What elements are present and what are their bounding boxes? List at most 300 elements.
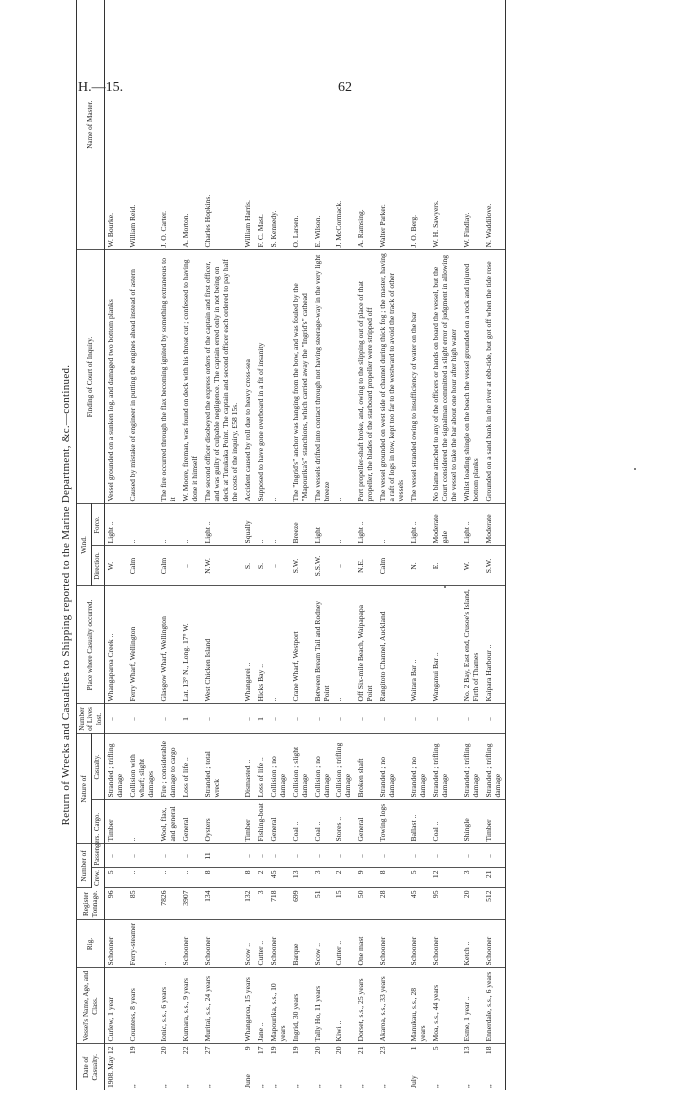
cell-date-month: ,,: [203, 1084, 213, 1088]
cell-dir: ..: [268, 546, 290, 586]
table-row: [430, 0, 461, 1090]
cell-lives: ..: [377, 704, 408, 734]
cell-rig: Scow ..: [242, 920, 255, 968]
cell-tonnage: 699: [290, 888, 312, 920]
cell-dir: E.: [430, 546, 461, 586]
cell-tonnage: 51: [312, 888, 334, 920]
cell-place: West Chicken Island: [202, 586, 242, 704]
cell-force: ..: [333, 504, 355, 546]
cell-cargo: ..: [127, 800, 158, 844]
cell-cargo: Fishing-boat: [255, 800, 268, 844]
cell-date: [158, 1044, 180, 1090]
cell-lives: ..: [127, 704, 158, 734]
cell-master: W. Findlay.: [461, 0, 483, 250]
cell-force: ..: [255, 504, 268, 546]
cell-tonnage: 3907: [180, 888, 202, 920]
cell-date-day: 22: [181, 1046, 191, 1055]
cell-lives: ..: [202, 704, 242, 734]
cell-lives: ..: [408, 704, 430, 734]
cell-pass: ..: [180, 844, 202, 868]
cell-master: W. Bourke.: [105, 0, 127, 250]
cell-pass: ..: [255, 844, 268, 868]
table-row: [377, 0, 408, 1090]
cell-dir: Calm: [127, 546, 158, 586]
cell-cargo: General: [355, 800, 377, 844]
cell-crew: 8: [202, 868, 242, 888]
cell-dir: Calm: [377, 546, 408, 586]
col-date: Date of Casualty.: [77, 1044, 105, 1090]
cell-date-month: 1908.: [106, 1070, 116, 1088]
cell-finding: The vessel grounded on west side of channel during thick fog ; the master, having a raft of logs in tow, kept too far to the westward to avoid the track of other vessels: [377, 250, 408, 504]
cell-lives: ..: [105, 704, 127, 734]
cell-rig: Cutter ..: [333, 920, 355, 968]
col-lives-lost: Number of Lives lost.: [77, 704, 105, 734]
cell-master: S. Kennedy.: [268, 0, 290, 250]
cell-lives: ..: [333, 704, 355, 734]
cell-pass: ..: [312, 844, 334, 868]
cell-place: Between Bream Tail and Rodney Point: [312, 586, 334, 704]
table-row: [255, 0, 268, 1090]
cell-pass: ..: [355, 844, 377, 868]
cell-dir: N.: [408, 546, 430, 586]
cell-cargo: Towing logs: [377, 800, 408, 844]
cell-date: [268, 1044, 290, 1090]
cell-casualty: Collision ; slight damage: [290, 734, 312, 800]
cell-force: ..: [158, 504, 180, 546]
cell-rig: ..: [158, 920, 180, 968]
cell-casualty: Stranded ; trifling damage: [430, 734, 461, 800]
cell-finding: Whilst loading shingle on the beach the vessel grounded on a rock and injured bottom planks: [461, 250, 483, 504]
cell-finding: Supposed to have gone overboard in a fit of insanity: [255, 250, 268, 504]
cell-dir: N.E.: [355, 546, 377, 586]
cell-lives: ..: [461, 704, 483, 734]
cell-pass: ..: [268, 844, 290, 868]
cell-place: No. 2 Bay, East end, Crusoe's Island, Firth of Thames: [461, 586, 483, 704]
cell-crew: 9: [355, 868, 377, 888]
cell-tonnage: 3: [255, 888, 268, 920]
cell-rig: Schooner: [202, 920, 242, 968]
cell-crew: 3: [461, 868, 483, 888]
cell-rig: Schooner: [180, 920, 202, 968]
cell-crew: 5: [408, 868, 430, 888]
scan-speck: [634, 468, 636, 470]
table-row: [127, 0, 158, 1090]
cell-rig: Barque: [290, 920, 312, 968]
cell-master: J. McCormack.: [333, 0, 355, 250]
cell-tonnage: 85: [127, 888, 158, 920]
cell-date-month: ,,: [159, 1084, 169, 1088]
cell-dir: S.: [255, 546, 268, 586]
cell-vessel: Mapourika, s.s., 10 years: [268, 968, 290, 1044]
cell-date-day: 1: [409, 1046, 419, 1051]
table-row: [461, 0, 483, 1090]
table-row: [202, 0, 242, 1090]
cell-dir: S.S.W.: [312, 546, 334, 586]
cell-tonnage: 45: [408, 888, 430, 920]
table-row: [158, 0, 180, 1090]
cell-crew: 5: [105, 868, 127, 888]
cell-lives: ..: [355, 704, 377, 734]
col-nature-of: Nature of: [77, 734, 92, 844]
cell-dir: ..: [333, 546, 355, 586]
cell-finding: W. Moore, fireman, was found on deck with his throat cut ; confessed to having done it himself: [180, 250, 202, 504]
cell-pass: ..: [377, 844, 408, 868]
cell-force: Light ..: [408, 504, 430, 546]
cell-date: [180, 1044, 202, 1090]
cell-place: Kaipara Harbour ..: [483, 586, 505, 704]
cell-casualty: Collision ; trifling damage: [333, 734, 355, 800]
cell-casualty: Stranded ; no damage: [377, 734, 408, 800]
cell-finding: The vessel stranded owing to insufficiency of water on the bar: [408, 250, 430, 504]
cell-master: O. Larsen.: [290, 0, 312, 250]
cell-lives: ..: [158, 704, 180, 734]
cell-rig: Schooner: [430, 920, 461, 968]
cell-pass: ..: [430, 844, 461, 868]
col-finding: Finding of Court of Inquiry.: [77, 250, 105, 504]
cell-tonnage: 718: [268, 888, 290, 920]
cell-cargo: Coal ..: [290, 800, 312, 844]
cell-force: Squally: [242, 504, 255, 546]
cell-pass: ..: [333, 844, 355, 868]
cell-crew: ..: [180, 868, 202, 888]
cell-place: Whangaparoa Creek ..: [105, 586, 127, 704]
cell-date: [242, 1044, 255, 1090]
cell-date-month: ,,: [255, 1084, 265, 1088]
cell-finding: ..: [268, 250, 290, 504]
cell-date-day: 5: [431, 1046, 441, 1051]
cell-force: ..: [180, 504, 202, 546]
cell-dir: S.W.: [483, 546, 505, 586]
page-number: 62: [338, 80, 352, 95]
cell-finding: Caused by mistake of engineer in putting the engines ahead instead of astern: [127, 250, 158, 504]
table-row: [408, 0, 430, 1090]
table-row: [242, 0, 255, 1090]
cell-lives: ..: [312, 704, 334, 734]
table-row: [312, 0, 334, 1090]
cell-date-month: ,,: [334, 1084, 344, 1088]
cell-crew: 2: [333, 868, 355, 888]
cell-lives: ..: [290, 704, 312, 734]
cell-casualty: Loss of life ..: [180, 734, 202, 800]
cell-finding: The "Ingrid's" anchor was hanging from the bow, and was fouled by the "Mapourika's" stanchions, which carried away the "Ingrid's" cathead: [290, 250, 312, 504]
col-wind: Wind.: [77, 504, 92, 586]
cell-tonnage: 95: [430, 888, 461, 920]
cell-cargo: Stores ..: [333, 800, 355, 844]
cell-dir: N.W.: [202, 546, 242, 586]
cell-master: F. C. Mast.: [255, 0, 268, 250]
cell-cargo: Shingle: [461, 800, 483, 844]
cell-lives: ..: [483, 704, 505, 734]
cell-master: A. Ramsing.: [355, 0, 377, 250]
cell-cargo: Ballast ..: [408, 800, 430, 844]
col-force: Force.: [91, 504, 105, 546]
cell-date-month: ,,: [483, 1084, 493, 1088]
cell-vessel: Dorset, s.s., 25 years: [355, 968, 377, 1044]
cell-casualty: Collision with wharf; slight damages: [127, 734, 158, 800]
cell-place: Whangarei ..: [242, 586, 255, 704]
cell-date-month: ,,: [128, 1084, 138, 1088]
cell-casualty: Stranded ; total wreck: [202, 734, 242, 800]
cell-vessel: Moa, s.s., 44 years: [430, 968, 461, 1044]
cell-cargo: Coal ..: [430, 800, 461, 844]
cell-casualty: Collision ; no damage: [268, 734, 290, 800]
cell-tonnage: 512: [483, 888, 505, 920]
header-row-1: [77, 0, 92, 1090]
cell-date-day: 21: [356, 1046, 366, 1055]
page-header-code: H.—15.: [78, 80, 124, 95]
cell-master: A. Morton.: [180, 0, 202, 250]
cell-finding: The vessels drifted into contact through not having steerage-way in the very light breeze: [312, 250, 334, 504]
cell-date-month: ,,: [181, 1084, 191, 1088]
cell-rig: Schooner: [268, 920, 290, 968]
col-crew: Crew.: [91, 868, 105, 888]
cell-master: William Reid.: [127, 0, 158, 250]
cell-pass: ..: [105, 844, 127, 868]
cell-vessel: Tally Ho, 11 years: [312, 968, 334, 1044]
cell-finding: Vessel grounded on a sunken log, and damaged two bottom planks: [105, 250, 127, 504]
cell-rig: Scow ..: [312, 920, 334, 968]
cell-date-month: ,,: [312, 1084, 322, 1088]
cell-casualty: Loss of life ..: [255, 734, 268, 800]
cell-dir: S.: [242, 546, 255, 586]
cell-date-month: July: [409, 1075, 419, 1088]
cell-lives: ..: [268, 704, 290, 734]
cell-date-day: 19: [128, 1046, 138, 1055]
cell-date-day: 9: [242, 1046, 252, 1051]
cell-pass: ..: [242, 844, 255, 868]
cell-force: Light ..: [355, 504, 377, 546]
cell-vessel: Kiwi ..: [333, 968, 355, 1044]
cell-pass: ..: [483, 844, 505, 868]
cell-cargo: General: [180, 800, 202, 844]
rotated-page-body: [60, 100, 640, 1090]
cell-master: J. O. Carter.: [158, 0, 180, 250]
cell-pass: ..: [127, 844, 158, 868]
cell-master: Walter Parker.: [377, 0, 408, 250]
cell-place: Off Six-mile Beach, Waipapapa Point: [355, 586, 377, 704]
cell-place: Wanganui Bar ..: [430, 586, 461, 704]
cell-rig: Schooner: [408, 920, 430, 968]
cell-rig: Cutter ..: [255, 920, 268, 968]
cell-crew: 12: [430, 868, 461, 888]
cell-casualty: Stranded ; trifling damage: [461, 734, 483, 800]
cell-date: [483, 1044, 505, 1090]
cell-date-month: ,,: [356, 1084, 366, 1088]
cell-crew: ..: [127, 868, 158, 888]
cell-finding: The fire occurred through the flax becoming ignited by something extraneous to it: [158, 250, 180, 504]
cell-pass: 11: [202, 844, 242, 868]
cell-crew: 8: [377, 868, 408, 888]
cell-date: [312, 1044, 334, 1090]
cell-pass: ..: [290, 844, 312, 868]
table-row: [290, 0, 312, 1090]
cell-vessel: Akaroa, s.s., 33 years: [377, 968, 408, 1044]
cell-master: E. Wilson.: [312, 0, 334, 250]
cell-date-day: 13: [461, 1046, 471, 1055]
cell-place: Hicks Bay ..: [255, 586, 268, 704]
cell-cargo: Wool, flax, and general: [158, 800, 180, 844]
cell-cargo: Timber: [242, 800, 255, 844]
cell-force: Moderate: [483, 504, 505, 546]
cell-rig: Ferry-steamer: [127, 920, 158, 968]
cell-master: N. Waddilove.: [483, 0, 505, 250]
table-row: [180, 0, 202, 1090]
cell-date-day: May 12: [106, 1046, 116, 1070]
cell-crew: 2: [255, 868, 268, 888]
cell-finding: The second officer disobeyed the express orders of the captain and first officer, and was guilty of culpable negligence. The captain erred only in not being on deck at Tutukaka Point. The captain and second officer each ordered to pay half the costs of the inquiry, £58 15s.: [202, 250, 242, 504]
cell-date-day: 27: [203, 1046, 213, 1055]
table-row: [105, 0, 127, 1090]
cell-date-day: 18: [483, 1046, 493, 1055]
col-tonnage: Register Tonnage.: [77, 888, 105, 920]
cell-casualty: Stranded ; no damage: [408, 734, 430, 800]
cell-date: [355, 1044, 377, 1090]
cell-tonnage: 96: [105, 888, 127, 920]
col-direction: Direction.: [91, 546, 105, 586]
cell-crew: 21: [483, 868, 505, 888]
table-row: [268, 0, 290, 1090]
cell-force: Moderate gale: [430, 504, 461, 546]
cell-date: [202, 1044, 242, 1090]
cell-vessel: Kumara, s.s., 9 years: [180, 968, 202, 1044]
cell-vessel: Countess, 8 years: [127, 968, 158, 1044]
cell-date: [105, 1044, 127, 1090]
wrecks-table: [76, 0, 506, 1090]
cell-place: Waitara Bar ..: [408, 586, 430, 704]
col-passengers: Passengers.: [91, 844, 105, 868]
cell-date-month: ,,: [461, 1084, 471, 1088]
cell-date: [430, 1044, 461, 1090]
cell-date-day: 17: [255, 1046, 265, 1055]
cell-force: ..: [268, 504, 290, 546]
cell-finding: Port propeller-shaft broke, and, owing to the slipping out of place of that propeller, the blades of the starboard propeller were stripped off: [355, 250, 377, 504]
cell-place: ..: [268, 586, 290, 704]
col-number-of: Number of: [77, 844, 92, 888]
cell-rig: One mast: [355, 920, 377, 968]
cell-tonnage: 15: [333, 888, 355, 920]
cell-date-day: 20: [334, 1046, 344, 1055]
cell-date: [127, 1044, 158, 1090]
table-row: [483, 0, 505, 1090]
cell-tonnage: 132: [242, 888, 255, 920]
cell-cargo: General: [268, 800, 290, 844]
cell-casualty: Stranded ; trifling damage: [105, 734, 127, 800]
cell-date-day: 19: [290, 1046, 300, 1055]
cell-force: Light ..: [105, 504, 127, 546]
cell-vessel: Ingrid, 30 years: [290, 968, 312, 1044]
table-title: Return of Wrecks and Casualties to Shipping reported to the Marine Department, &c.—continued.: [60, 364, 72, 826]
cell-date: [333, 1044, 355, 1090]
cell-date: [408, 1044, 430, 1090]
cell-date-day: 20: [312, 1046, 322, 1055]
cell-crew: 3: [312, 868, 334, 888]
cell-finding: Accident caused by roll due to heavy cross-sea: [242, 250, 255, 504]
cell-finding: No blame attached to any of the officers or hands on board the vessel, but the Court considered the signalman committed a slight error of judgment in allowing the vessel to take the bar about one hour after high water: [430, 250, 461, 504]
cell-vessel: Ionic, s.s., 6 years: [158, 968, 180, 1044]
cell-place: Ferry Wharf, Wellington: [127, 586, 158, 704]
cell-place: ..: [333, 586, 355, 704]
cell-date-day: 20: [159, 1046, 169, 1055]
cell-casualty: Collision ; no damage: [312, 734, 334, 800]
cell-finding: ..: [333, 250, 355, 504]
cell-tonnage: 28: [377, 888, 408, 920]
cell-lives: 1: [180, 704, 202, 734]
cell-pass: ..: [408, 844, 430, 868]
col-vessel: Vessel's Name, Age, and Class.: [77, 968, 105, 1044]
cell-date-month: ,,: [378, 1084, 388, 1088]
cell-tonnage: 20: [461, 888, 483, 920]
cell-date: [461, 1044, 483, 1090]
cell-place: Lat. 13° N., Long. 17° W.: [180, 586, 202, 704]
cell-tonnage: 7826: [158, 888, 180, 920]
cell-master: J. O. Berg.: [408, 0, 430, 250]
cell-casualty: Broken shaft: [355, 734, 377, 800]
cell-crew: 13: [290, 868, 312, 888]
cell-finding: Grounded on a sand bank in the river at ebb-tide, but got off when the tide rose: [483, 250, 505, 504]
cell-master: W. H. Sawyers.: [430, 0, 461, 250]
cell-master: William Harris.: [242, 0, 255, 250]
cell-force: ..: [127, 504, 158, 546]
col-place: Place where Casualty occurred.: [77, 586, 105, 704]
cell-cargo: Oysters: [202, 800, 242, 844]
cell-place: Crane Wharf, Westport: [290, 586, 312, 704]
cell-crew: ..: [158, 868, 180, 888]
cell-vessel: Esme, 1 year ..: [461, 968, 483, 1044]
cell-dir: W.: [461, 546, 483, 586]
cell-vessel: Jane ..: [255, 968, 268, 1044]
cell-rig: Schooner: [377, 920, 408, 968]
cell-tonnage: 50: [355, 888, 377, 920]
cell-place: Glasgow Wharf, Wellington: [158, 586, 180, 704]
cell-date-month: ,,: [268, 1084, 278, 1088]
cell-crew: 45: [268, 868, 290, 888]
cell-dir: Calm: [158, 546, 180, 586]
cell-lives: ..: [242, 704, 255, 734]
cell-casualty: Dismasted ..: [242, 734, 255, 800]
rotated-table-container: [60, 100, 640, 1090]
cell-lives: 1: [255, 704, 268, 734]
cell-rig: Schooner: [483, 920, 505, 968]
cell-vessel: Whangaroa, 15 years: [242, 968, 255, 1044]
cell-lives: ..: [430, 704, 461, 734]
cell-rig: Ketch ..: [461, 920, 483, 968]
cell-crew: 8: [242, 868, 255, 888]
cell-master: Charles Hopkins.: [202, 0, 242, 250]
cell-casualty: Stranded ; trifling damage: [483, 734, 505, 800]
cell-force: Breeze: [290, 504, 312, 546]
cell-cargo: Timber: [105, 800, 127, 844]
cell-pass: ..: [461, 844, 483, 868]
cell-date: [255, 1044, 268, 1090]
cell-date-month: ,,: [431, 1084, 441, 1088]
scan-speck: [444, 586, 446, 588]
cell-vessel: Ennerdale, s.s., 6 years: [483, 968, 505, 1044]
cell-force: ..: [377, 504, 408, 546]
cell-date: [290, 1044, 312, 1090]
cell-force: Light: [312, 504, 334, 546]
cell-rig: Schooner: [105, 920, 127, 968]
cell-date-day: 19: [268, 1046, 278, 1055]
cell-pass: ..: [158, 844, 180, 868]
cell-date-day: 23: [378, 1046, 388, 1055]
cell-tonnage: 134: [202, 888, 242, 920]
table-row: [355, 0, 377, 1090]
col-cargo: Cargo.: [91, 800, 105, 844]
cell-date: [377, 1044, 408, 1090]
table-row: [333, 0, 355, 1090]
cell-dir: S.W.: [290, 546, 312, 586]
cell-cargo: Coal ..: [312, 800, 334, 844]
